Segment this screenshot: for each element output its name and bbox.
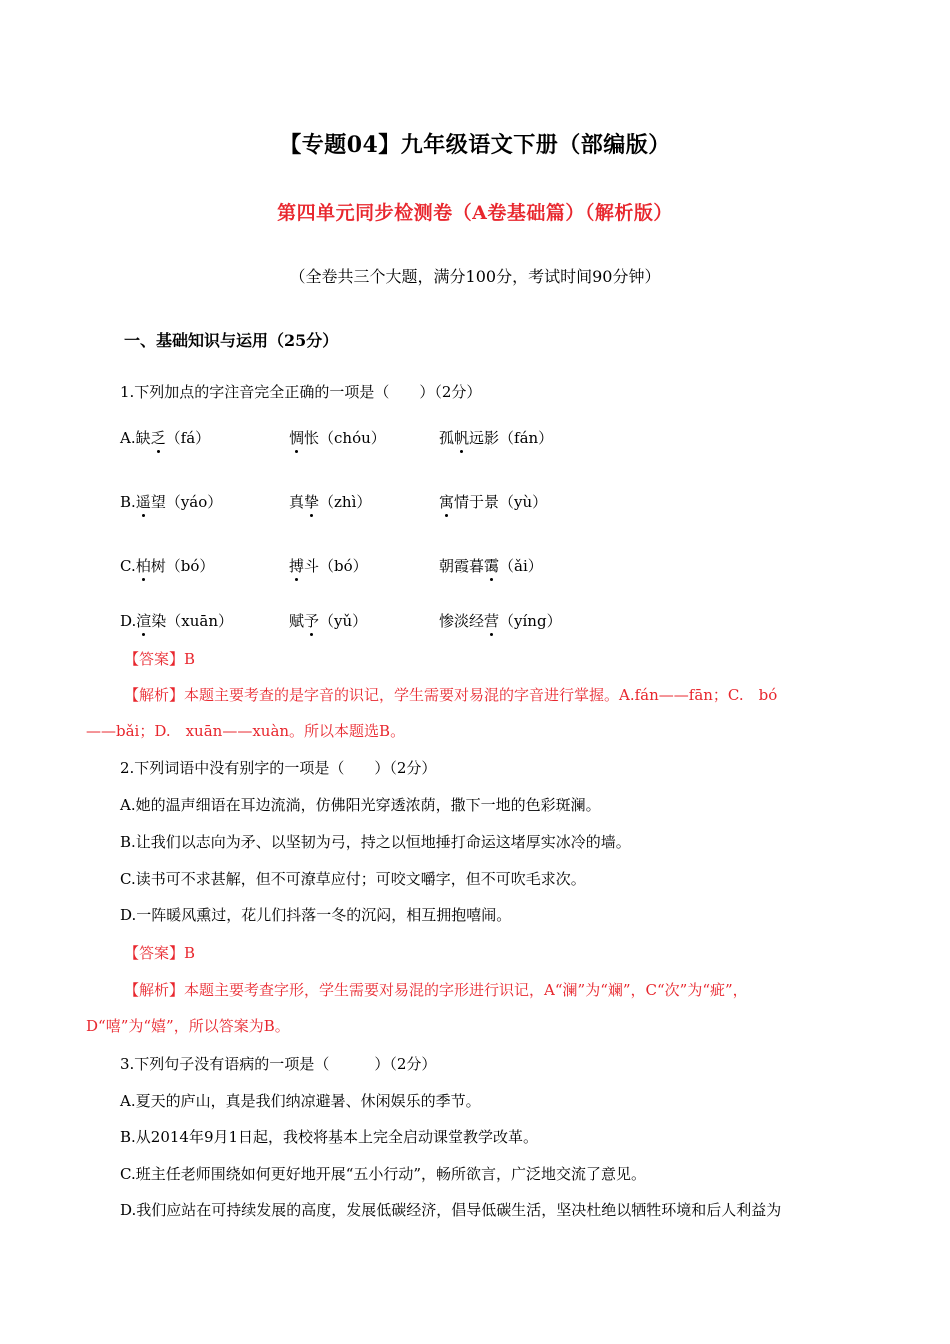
q1-option-a: A.缺乏（fá） [120,429,211,447]
dotted-char: 营 [484,612,500,630]
q1-option-b-item2: 真挚（zhì） [289,493,372,511]
document-subtitle: 第四单元同步检测卷（A卷基础篇）（解析版） [277,202,673,224]
q1-option-c-item2: 搏斗（bó） [289,557,368,575]
option-label: B. [120,493,136,511]
dotted-char: 霭 [484,557,500,575]
dotted-char: 予 [304,612,320,630]
q1-option-c: C.柏树（bó） [120,557,215,575]
q2-option-d: D.一阵暖风熏过，花儿们抖落一冬的沉闷，相互拥抱嘻闹。 [120,906,512,924]
dotted-char: 挚 [304,493,320,511]
q1-option-b-item3: 寓情于景（yù） [439,493,548,511]
q3-option-b: B.从2014年9月1日起，我校将基本上完全启动课堂教学改革。 [120,1128,539,1146]
q1-option-d-item3: 惨淡经营（yíng） [439,612,562,630]
q1-option-a-item2: 惆怅（chóu） [289,429,386,447]
q3-option-a: A.夏天的庐山，真是我们纳凉避暑、休闲娱乐的季节。 [120,1092,481,1110]
exam-note: （全卷共三个大题，满分100分，考试时间90分钟） [289,267,661,286]
q1-answer [124,648,195,669]
q2-option-b: B.让我们以志向为矛、以坚韧为弓，持之以恒地捶打命运这堵厚实冰冷的墙。 [120,833,631,851]
q1-option-d-item2: 赋予（yǔ） [289,612,368,630]
q2-option-c: C.读书可不求甚解，但不可潦草应付；可咬文嚼字，但不可吹毛求次。 [120,870,586,888]
answer-tag: 【答案】 [124,650,185,668]
option-label: A. [120,429,136,447]
dotted-char: 渲 [136,612,152,630]
q2-stem: 2.下列词语中没有别字的一项是（ ）（2分） [120,759,437,777]
section-title: 一、基础知识与运用（25分） [124,331,339,350]
option-label: C. [120,557,136,575]
option-label: D. [120,612,137,630]
dotted-char: 乏 [150,429,166,447]
q1-option-a-item3: 孤帆远影（fán） [439,429,554,447]
q1-option-d: D.渲染（xuān） [120,612,234,630]
analysis-tag: 【解析】 [124,686,185,704]
dotted-char: 帆 [454,429,470,447]
q2-analysis-line2: D“嘻”为“嬉”，所以答案为B。 [86,1017,290,1035]
q3-option-c: C.班主任老师围绕如何更好地开展“五小行动”，畅所欲言，广泛地交流了意见。 [120,1165,647,1183]
document-title: 【专题04】九年级语文下册（部编版） [279,132,671,158]
answer-value: B [184,944,196,962]
q2-analysis-line1: 【解析】本题主要考查字形，学生需要对易混的字形进行识记，A“澜”为“斓”，C“次”为“疵”， [124,981,748,999]
dotted-char: 搏 [289,557,305,575]
answer-tag: 【答案】 [124,944,185,962]
answer-value: B [184,650,196,668]
q3-option-d: D.我们应站在可持续发展的高度，发展低碳经济，倡导低碳生活，坚决杜绝以牺牲环境和后人利益为 [120,1201,782,1219]
q1-option-c-item3: 朝霞暮霭（ǎi） [439,557,543,575]
dotted-char: 遥 [135,493,151,511]
q1-analysis-line2: ——bǎi；D. xuān——xuàn。所以本题选B。 [86,722,406,740]
dotted-char: 惆 [289,429,305,447]
q1-analysis-line1: 【解析】本题主要考查的是字音的识记，学生需要对易混的字音进行掌握。A.fán——fān；C. bó [124,686,778,704]
q2-answer [124,942,195,963]
analysis-tag: 【解析】 [124,981,185,999]
q1-stem: 1.下列加点的字注音完全正确的一项是（ ）（2分） [120,383,482,401]
q1-option-b: B.遥望（yáo） [120,493,223,511]
dotted-char: 柏 [135,557,151,575]
dotted-char: 寓 [439,493,455,511]
q2-option-a: A.她的温声细语在耳边流淌，仿佛阳光穿透浓荫，撒下一地的色彩斑澜。 [120,796,601,814]
q3-stem: 3.下列句子没有语病的一项是（ ）（2分） [120,1055,437,1073]
